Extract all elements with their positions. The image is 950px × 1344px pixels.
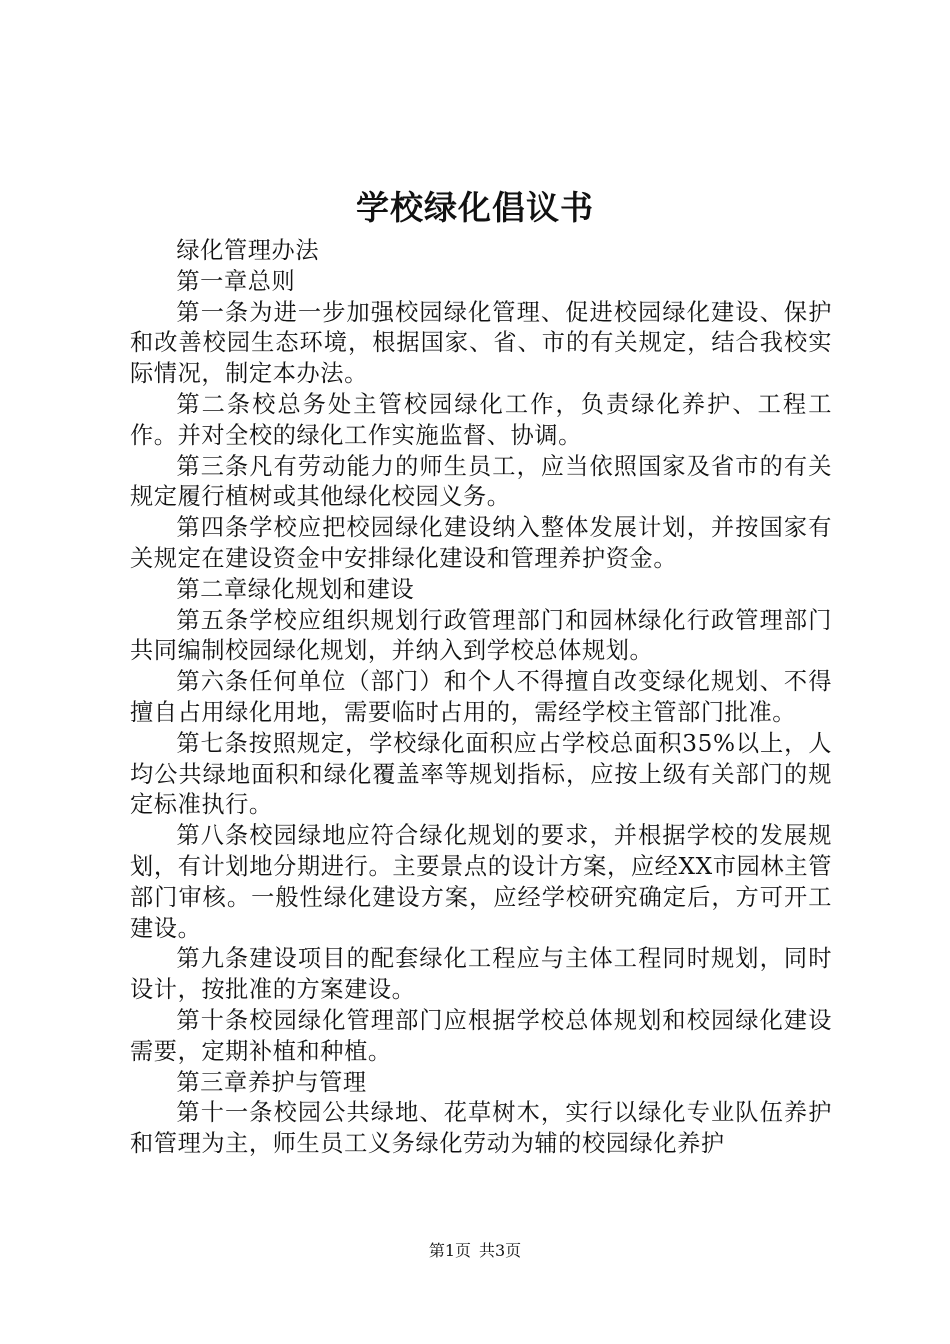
paragraph: 第六条任何单位（部门）和个人不得擅自改变绿化规划、不得擅自占用绿化用地，需要临时占用的，需经学校主管部门批准。	[130, 668, 832, 726]
page-footer	[0, 1241, 950, 1261]
paragraph: 第七条按照规定，学校绿化面积应占学校总面积35%以上，人均公共绿地面积和绿化覆盖率等规划指标，应按上级有关部门的规定标准执行。	[130, 729, 832, 819]
chapter-heading: 第三章养护与管理	[176, 1068, 367, 1096]
chapter-heading: 第一章总则	[176, 267, 296, 295]
paragraph: 第五条学校应组织规划行政管理部门和园林绿化行政管理部门共同编制校园绿化规划，并纳入到学校总体规划。	[130, 606, 832, 665]
paragraph: 第十条校园绿化管理部门应根据学校总体规划和校园绿化建设需要，定期补植和种植。	[130, 1006, 832, 1065]
paragraph: 第四条学校应把校园绿化建设纳入整体发展计划，并按国家有关规定在建设资金中安排绿化建设和管理养护资金。	[130, 514, 832, 572]
paragraph: 第八条校园绿地应符合绿化规划的要求，并根据学校的发展规划，有计划地分期进行。主要景点的设计方案，应经XX市园林主管部门审核。一般性绿化建设方案，应经学校研究确定后，方可开工建设。	[130, 822, 832, 942]
chapter-heading: 第二章绿化规划和建设	[176, 575, 415, 603]
paragraph: 绿化管理办法	[176, 237, 320, 264]
document-body	[130, 236, 832, 1160]
page-total: 共3页	[479, 1241, 522, 1260]
paragraph: 第三条凡有劳动能力的师生员工，应当依照国家及省市的有关规定履行植树或其他绿化校园义务。	[130, 452, 832, 511]
paragraph: 第二条校总务处主管校园绿化工作，负责绿化养护、工程工作。并对全校的绿化工作实施监督、协调。	[130, 390, 832, 449]
page-number: 第1页	[428, 1241, 471, 1260]
paragraph: 第一条为进一步加强校园绿化管理、促进校园绿化建设、保护和改善校园生态环境，根据国家、省、市的有关规定，结合我校实际情况，制定本办法。	[130, 298, 832, 388]
paragraph: 第九条建设项目的配套绿化工程应与主体工程同时规划，同时设计，按批准的方案建设。	[130, 945, 832, 1004]
document-title: 学校绿化倡议书	[356, 188, 594, 227]
paragraph: 第十一条校园公共绿地、花草树木，实行以绿化专业队伍养护和管理为主，师生员工义务绿化劳动为辅的校园绿化养护	[130, 1099, 832, 1158]
